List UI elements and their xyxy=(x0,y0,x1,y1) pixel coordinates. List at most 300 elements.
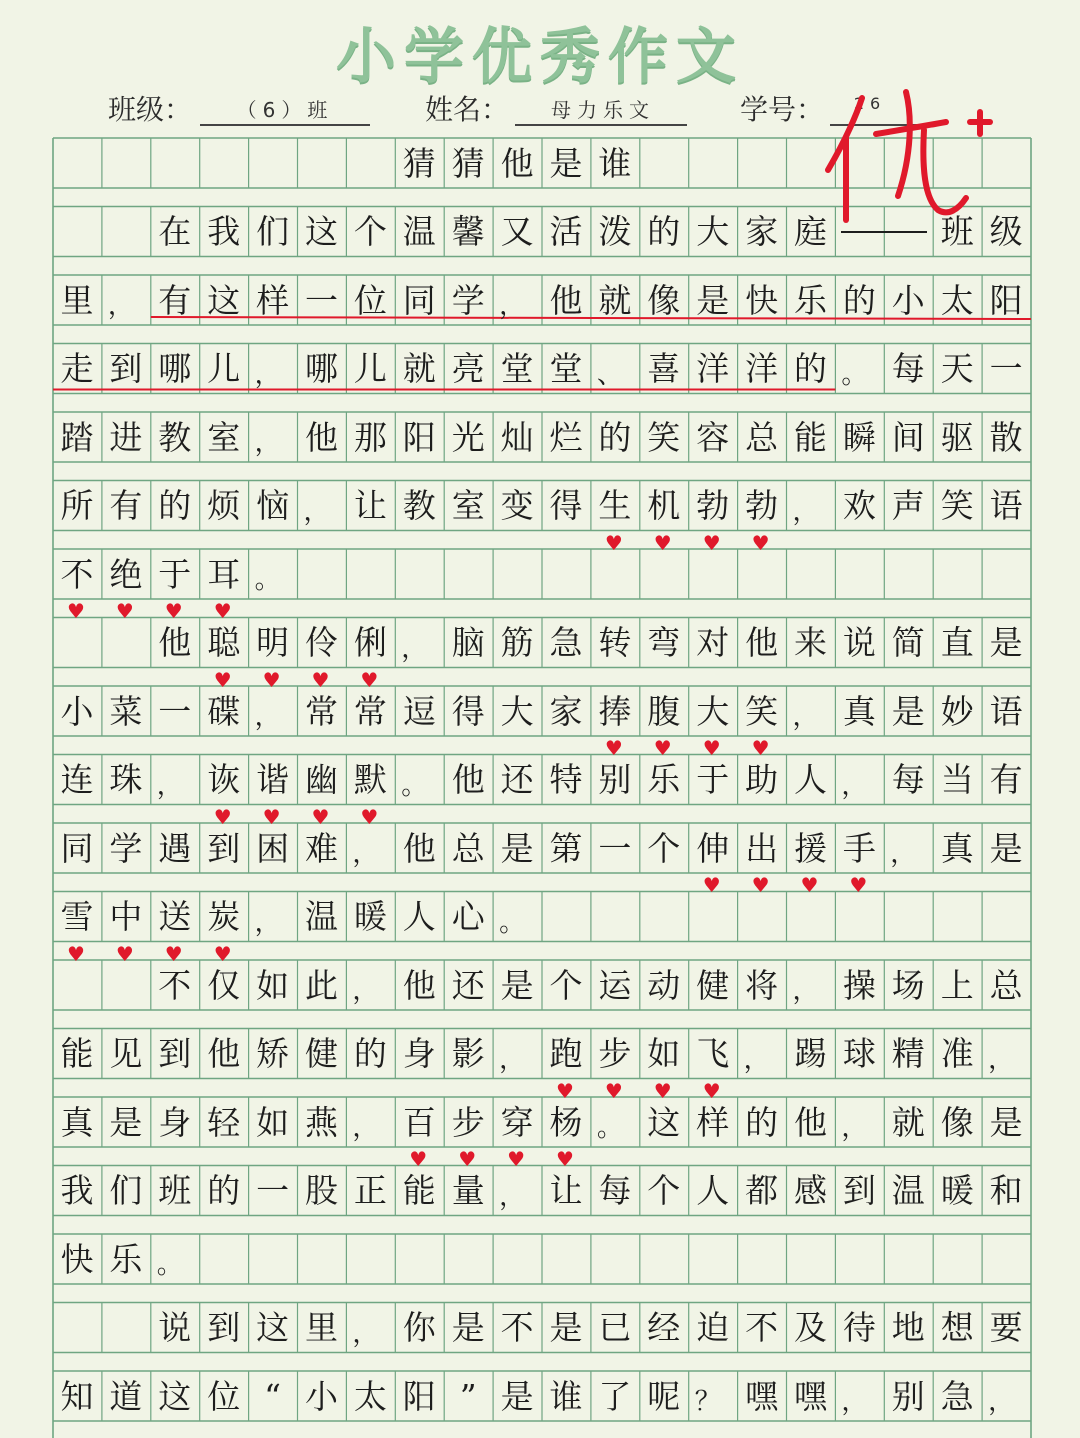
essay-char: 就 xyxy=(598,280,632,320)
essay-char: 个 xyxy=(647,1171,681,1210)
name-label: 姓名： xyxy=(425,93,510,126)
essay-char: 我 xyxy=(60,1171,94,1210)
essay-char: 能 xyxy=(794,417,827,457)
essay-char: 俐 xyxy=(353,623,387,662)
essay-char: 样 xyxy=(256,280,290,320)
essay-char: 的 xyxy=(794,349,827,388)
essay-char: 不 xyxy=(500,1308,534,1347)
essay-char: 阳 xyxy=(989,280,1023,320)
essay-char: 我 xyxy=(207,212,241,251)
essay-char: 一 xyxy=(989,349,1023,388)
essay-char: 踢 xyxy=(794,1034,827,1073)
essay-char: 人 xyxy=(794,760,827,799)
essay-char: 了 xyxy=(598,1376,632,1416)
essay-char: 一 xyxy=(305,280,338,320)
essay-char: 是 xyxy=(500,1376,534,1416)
essay-char: 常 xyxy=(353,691,387,731)
essay-char: 语 xyxy=(989,486,1023,525)
heart-mark: ♥ xyxy=(164,599,183,623)
heart-mark: ♥ xyxy=(702,1078,721,1103)
essay-char: 。 xyxy=(156,1250,183,1280)
heart-mark: ♥ xyxy=(458,1147,477,1171)
heart-mark: ♥ xyxy=(751,736,770,760)
essay-char: 声 xyxy=(891,486,925,525)
essay-char: ， xyxy=(890,839,917,869)
essay-char: 们 xyxy=(109,1171,143,1210)
essay-char: 他 xyxy=(500,143,534,183)
essay-char: 阳 xyxy=(402,417,436,457)
essay-char: ” xyxy=(459,1376,477,1416)
essay-char: 灿 xyxy=(500,417,534,457)
essay-char: 是 xyxy=(451,1308,485,1347)
essay-char: 困 xyxy=(256,828,290,868)
essay-char: 乐 xyxy=(794,280,827,320)
essay-char: 就 xyxy=(402,349,436,388)
essay-char: 想 xyxy=(940,1308,974,1347)
essay-char: 喜 xyxy=(647,349,681,388)
essay-char: 第 xyxy=(549,828,583,868)
heart-mark: ♥ xyxy=(751,873,770,897)
essay-char: 脑 xyxy=(451,623,485,662)
essay-char: 量 xyxy=(451,1171,485,1210)
essay-char: 学 xyxy=(109,828,143,868)
essay-char: 他 xyxy=(451,760,485,799)
essay-char: 他 xyxy=(402,828,436,868)
essay-char: 恼 xyxy=(256,486,290,525)
essay-char: ， xyxy=(352,839,379,869)
essay-char: 个 xyxy=(647,828,681,868)
essay-char: 操 xyxy=(842,965,876,1005)
essay-char: 诙 xyxy=(207,760,241,799)
essay-char: 百 xyxy=(402,1102,436,1142)
essay-char: 堂 xyxy=(549,349,583,388)
essay-char: 的 xyxy=(842,280,876,320)
essay-char: 不 xyxy=(745,1308,779,1347)
essay-char: 你 xyxy=(402,1308,436,1347)
essay-char: 个 xyxy=(353,212,387,251)
essay-char: 能 xyxy=(60,1034,94,1073)
essay-char: 人 xyxy=(696,1171,730,1210)
essay-char: 洋 xyxy=(745,349,779,388)
essay-char: 瞬 xyxy=(842,417,876,457)
essay-char: ， xyxy=(254,702,281,732)
heart-mark: ♥ xyxy=(604,530,623,555)
essay-char: 笑 xyxy=(745,691,779,731)
essay-char: 总 xyxy=(989,965,1023,1005)
essay-char: 是 xyxy=(891,691,925,731)
heart-mark: ♥ xyxy=(751,530,770,555)
essay-char: 、 xyxy=(596,359,623,390)
essay-char: 球 xyxy=(842,1034,876,1073)
essay-char: 里 xyxy=(60,280,94,320)
heart-mark: ♥ xyxy=(360,667,379,692)
essay-char: 堂 xyxy=(500,349,534,388)
essay-char: 常 xyxy=(305,691,338,731)
essay-char: 雪 xyxy=(60,897,94,936)
essay-char: 光 xyxy=(451,417,485,457)
essay-char: 进 xyxy=(109,417,143,457)
essay-char: 让 xyxy=(549,1171,583,1210)
heart-mark: ♥ xyxy=(164,941,183,966)
essay-char: 。 xyxy=(841,359,868,390)
heart-mark: ♥ xyxy=(213,804,232,829)
essay-char: ， xyxy=(352,1318,379,1349)
essay-char: 乐 xyxy=(647,760,681,799)
essay-char: 机 xyxy=(647,486,681,525)
essay-char: 他 xyxy=(794,1102,827,1142)
essay-char: 哪 xyxy=(158,349,192,388)
essay-char: 到 xyxy=(842,1171,876,1210)
essay-char: 不 xyxy=(158,965,192,1005)
essay-char: 助 xyxy=(745,760,779,799)
essay-char: 穿 xyxy=(500,1102,534,1142)
essay-char: 温 xyxy=(402,212,436,251)
essay-char: 这 xyxy=(207,280,241,320)
essay-char: 当 xyxy=(940,760,974,799)
essay-char: 班 xyxy=(940,212,974,251)
essay-char: 是 xyxy=(989,623,1023,662)
essay-char: 勃 xyxy=(745,486,779,525)
essay-char: ， xyxy=(792,496,819,527)
essay-char: 猜 xyxy=(402,143,436,183)
essay-char: 每 xyxy=(891,349,925,388)
essay-char: 小 xyxy=(305,1376,338,1416)
essay-char: 烦 xyxy=(207,486,241,525)
essay-char: 遇 xyxy=(158,828,192,868)
essay-char: 大 xyxy=(500,691,534,731)
essay-char: 经 xyxy=(647,1308,681,1347)
heart-mark: ♥ xyxy=(702,530,721,555)
essay-char: 这 xyxy=(256,1308,290,1347)
essay-char: 暖 xyxy=(940,1171,974,1210)
essay-char: 知 xyxy=(60,1376,94,1416)
essay-char: 。 xyxy=(499,907,526,938)
essay-char: 这 xyxy=(158,1376,192,1416)
essay-char: “ xyxy=(264,1376,282,1416)
essay-char: 儿 xyxy=(207,349,241,388)
essay-char: 绝 xyxy=(109,554,143,594)
essay-char: 谁 xyxy=(598,143,632,183)
essay-char: 们 xyxy=(256,212,290,251)
essay-char: ， xyxy=(254,907,281,938)
heart-mark: ♥ xyxy=(556,1147,574,1171)
essay-char: 那 xyxy=(353,417,387,457)
essay-char: 菜 xyxy=(109,691,143,731)
essay-char: 手 xyxy=(842,828,876,868)
heart-mark: ♥ xyxy=(702,873,721,897)
essay-char: 已 xyxy=(598,1308,632,1347)
essay-char: 说 xyxy=(158,1308,192,1347)
essay-char: 容 xyxy=(696,417,730,457)
essay-char: 有 xyxy=(989,760,1023,799)
essay-char: 到 xyxy=(207,1308,241,1347)
essay-char: 的 xyxy=(745,1102,779,1142)
essay-char: 散 xyxy=(989,417,1023,457)
essay-char: 如 xyxy=(647,1034,681,1073)
essay-char: ， xyxy=(401,633,428,664)
essay-char: 跑 xyxy=(549,1034,583,1073)
essay-char: 的 xyxy=(158,486,192,525)
essay-char: 太 xyxy=(353,1376,387,1416)
essay-char: 。 xyxy=(596,1113,623,1143)
essay-char: 动 xyxy=(647,965,681,1005)
essay-char: 笑 xyxy=(647,417,681,457)
essay-char: 是 xyxy=(549,143,583,183)
essay-char: ， xyxy=(156,770,183,801)
essay-char: 是 xyxy=(549,1308,583,1347)
essay-char: 教 xyxy=(402,486,436,525)
essay-char: 快 xyxy=(745,280,779,320)
heart-mark: ♥ xyxy=(115,941,134,966)
essay-char: 出 xyxy=(745,828,779,868)
essay-char: ， xyxy=(499,291,526,321)
essay-char: 大 xyxy=(696,212,730,251)
essay-char: 急 xyxy=(940,1376,974,1416)
essay-char: 轻 xyxy=(207,1102,241,1142)
essay-char: 真 xyxy=(60,1102,94,1142)
essay-char: 上 xyxy=(940,965,974,1005)
essay-char: 乐 xyxy=(109,1239,143,1279)
essay-char: 仅 xyxy=(207,965,241,1005)
class-value: （6）班 xyxy=(236,98,334,122)
essay-char: 默 xyxy=(353,760,387,799)
essay-char: 矫 xyxy=(256,1034,290,1073)
essay-char: 影 xyxy=(451,1034,485,1073)
essay-char: 他 xyxy=(745,623,779,662)
essay-char: 如 xyxy=(256,965,290,1005)
essay-char: 总 xyxy=(451,828,485,868)
essay-char: 对 xyxy=(696,623,730,662)
grade-mark xyxy=(820,70,1020,230)
essay-char: 健 xyxy=(305,1034,338,1073)
heart-mark: ♥ xyxy=(653,736,672,760)
essay-char: 儿 xyxy=(353,349,387,388)
essay-char: ， xyxy=(352,1113,379,1143)
essay-char: 将 xyxy=(745,965,779,1005)
essay-char: 这 xyxy=(647,1102,681,1142)
essay-char: ， xyxy=(254,428,281,458)
essay-char: ， xyxy=(841,1113,868,1143)
heart-mark: ♥ xyxy=(507,1147,526,1171)
essay-char: 教 xyxy=(158,417,192,457)
essay-char: ， xyxy=(841,1387,868,1417)
essay-char: 急 xyxy=(549,623,583,662)
essay-char: 运 xyxy=(598,965,632,1005)
essay-char: 呢 xyxy=(647,1376,681,1416)
essay-char: 要 xyxy=(989,1308,1023,1347)
essay-char: 于 xyxy=(158,554,192,594)
essay-char: 他 xyxy=(549,280,583,320)
heart-mark: ♥ xyxy=(653,530,672,555)
essay-char: 活 xyxy=(549,212,583,251)
essay-char: 烂 xyxy=(549,417,583,457)
essay-char: 所 xyxy=(60,486,94,525)
essay-char: 场 xyxy=(891,965,925,1005)
essay-char: 大 xyxy=(696,691,730,731)
essay-char: 特 xyxy=(549,760,583,799)
essay-char: ， xyxy=(107,291,134,321)
essay-char: 生 xyxy=(598,486,632,525)
essay-char: 送 xyxy=(158,897,192,936)
heart-mark: ♥ xyxy=(849,873,868,897)
essay-char: 欢 xyxy=(842,486,876,525)
essay-char: 身 xyxy=(158,1102,192,1142)
essay-char: 还 xyxy=(500,760,534,799)
essay-char: ， xyxy=(792,976,819,1006)
essay-char: 一 xyxy=(598,828,632,868)
essay-char: 感 xyxy=(794,1171,827,1210)
essay-char: 于 xyxy=(696,760,730,799)
essay-char: 家 xyxy=(549,691,583,731)
essay-char: 精 xyxy=(891,1034,925,1073)
heart-mark: ♥ xyxy=(311,667,330,692)
essay-char: 谁 xyxy=(549,1376,583,1416)
essay-char: ， xyxy=(352,976,379,1006)
essay-char: 腹 xyxy=(647,691,681,731)
essay-char: 的 xyxy=(207,1171,241,1210)
essay-char: 让 xyxy=(353,486,387,525)
essay-char: 他 xyxy=(207,1034,241,1073)
essay-char: ， xyxy=(841,770,868,801)
essay-char: 太 xyxy=(940,280,974,320)
essay-char: 阳 xyxy=(402,1376,436,1416)
essay-char: 到 xyxy=(158,1034,192,1073)
heart-mark: ♥ xyxy=(311,804,330,829)
essay-char: 里 xyxy=(305,1308,338,1347)
essay-char: 同 xyxy=(402,280,436,320)
essay-char: 都 xyxy=(745,1171,779,1210)
heart-mark: ♥ xyxy=(213,667,232,692)
essay-char: 语 xyxy=(989,691,1023,731)
essay-char: 还 xyxy=(451,965,485,1005)
heart-mark: ♥ xyxy=(115,599,134,623)
essay-char: 踏 xyxy=(60,417,94,457)
essay-char: 得 xyxy=(451,691,485,731)
essay-char: 中 xyxy=(109,897,143,936)
essay-char: 和 xyxy=(989,1171,1023,1210)
essay-char: 暖 xyxy=(353,897,387,936)
heart-mark: ♥ xyxy=(262,804,281,829)
essay-char: 同 xyxy=(60,828,94,868)
essay-char: 来 xyxy=(794,623,827,662)
essay-char: 间 xyxy=(891,417,925,457)
essay-char: 飞 xyxy=(696,1034,730,1073)
essay-char: 妙 xyxy=(940,691,974,731)
essay-char: 泼 xyxy=(598,212,632,251)
essay-char: 直 xyxy=(940,623,974,662)
heart-mark: ♥ xyxy=(604,736,623,760)
essay-char: 弯 xyxy=(647,623,681,662)
essay-char: 谐 xyxy=(256,760,290,799)
essay-char: 家 xyxy=(745,212,779,251)
essay-char: 嘿 xyxy=(745,1376,779,1416)
essay-char: 是 xyxy=(500,965,534,1005)
heart-mark: ♥ xyxy=(604,1078,623,1103)
essay-char: 健 xyxy=(696,965,730,1005)
essay-char: 别 xyxy=(891,1376,925,1416)
essay-char: 班 xyxy=(158,1171,192,1210)
essay-char: 待 xyxy=(842,1308,876,1347)
essay-char: 简 xyxy=(891,623,925,662)
id-label: 学号： xyxy=(740,93,825,126)
heart-mark: ♥ xyxy=(213,941,232,966)
essay-char: 温 xyxy=(891,1171,925,1210)
essay-char: 小 xyxy=(891,280,925,320)
essay-char: 他 xyxy=(305,417,338,457)
essay-char: 说 xyxy=(842,623,876,662)
essay-char: ， xyxy=(499,1044,526,1075)
essay-char: 连 xyxy=(60,760,94,799)
essay-char: ， xyxy=(303,496,330,527)
essay-char: 股 xyxy=(305,1171,338,1210)
essay-char: 。 xyxy=(401,770,428,801)
essay-char: 快 xyxy=(60,1239,94,1279)
class-label: 班级： xyxy=(108,93,193,126)
essay-char: 他 xyxy=(158,623,192,662)
essay-char: 又 xyxy=(500,212,534,251)
essay-char: 每 xyxy=(598,1171,632,1210)
essay-char: 及 xyxy=(794,1308,827,1347)
essay-char: 步 xyxy=(598,1034,632,1073)
essay-char: 真 xyxy=(940,828,974,868)
essay-char: 变 xyxy=(500,486,534,525)
essay-char: 到 xyxy=(109,349,143,388)
heart-mark: ♥ xyxy=(800,873,819,897)
essay-char: 这 xyxy=(305,212,338,251)
essay-char: 室 xyxy=(451,486,485,525)
essay-char: 人 xyxy=(402,897,436,936)
essay-char: 珠 xyxy=(109,760,143,799)
essay-char: 碟 xyxy=(207,691,241,731)
essay-char: 伶 xyxy=(305,623,338,662)
essay-char: ， xyxy=(792,702,819,732)
essay-char: 是 xyxy=(989,1102,1023,1142)
essay-char: 步 xyxy=(451,1102,485,1142)
essay-char: 捧 xyxy=(598,691,632,731)
essay-char: 此 xyxy=(305,965,338,1005)
heart-mark: ♥ xyxy=(67,941,85,966)
heart-mark: ♥ xyxy=(360,804,379,829)
essay-char: 级 xyxy=(989,212,1023,251)
essay-char: 是 xyxy=(696,280,730,320)
essay-char: 是 xyxy=(989,828,1023,868)
essay-char: ， xyxy=(988,1044,1015,1075)
essay-char: ， xyxy=(743,1044,770,1075)
name-value: 母力乐文 xyxy=(551,98,655,122)
essay-char: 转 xyxy=(598,623,632,662)
essay-char: 勃 xyxy=(696,486,730,525)
essay-char: 就 xyxy=(891,1102,925,1142)
essay-char: ， xyxy=(988,1387,1015,1417)
essay-char: 伸 xyxy=(696,828,730,868)
essay-char: 不 xyxy=(60,554,94,594)
essay-char: 一 xyxy=(158,691,192,731)
essay-char: 一 xyxy=(256,1171,290,1210)
essay-char: 室 xyxy=(207,417,241,457)
heart-mark: ♥ xyxy=(556,1078,574,1103)
essay-char: 难 xyxy=(305,828,338,868)
essay-char: 亮 xyxy=(451,349,485,388)
essay-char: 他 xyxy=(402,965,436,1005)
essay-char: 幽 xyxy=(305,760,338,799)
page-title: 小学优秀作文 xyxy=(336,22,744,92)
essay-char: 有 xyxy=(158,280,192,320)
essay-char: 庭 xyxy=(794,212,827,251)
essay-char: 嘿 xyxy=(794,1376,827,1416)
essay-char: 明 xyxy=(256,623,290,662)
essay-char: 像 xyxy=(647,280,681,320)
essay-char: 聪 xyxy=(207,623,241,662)
